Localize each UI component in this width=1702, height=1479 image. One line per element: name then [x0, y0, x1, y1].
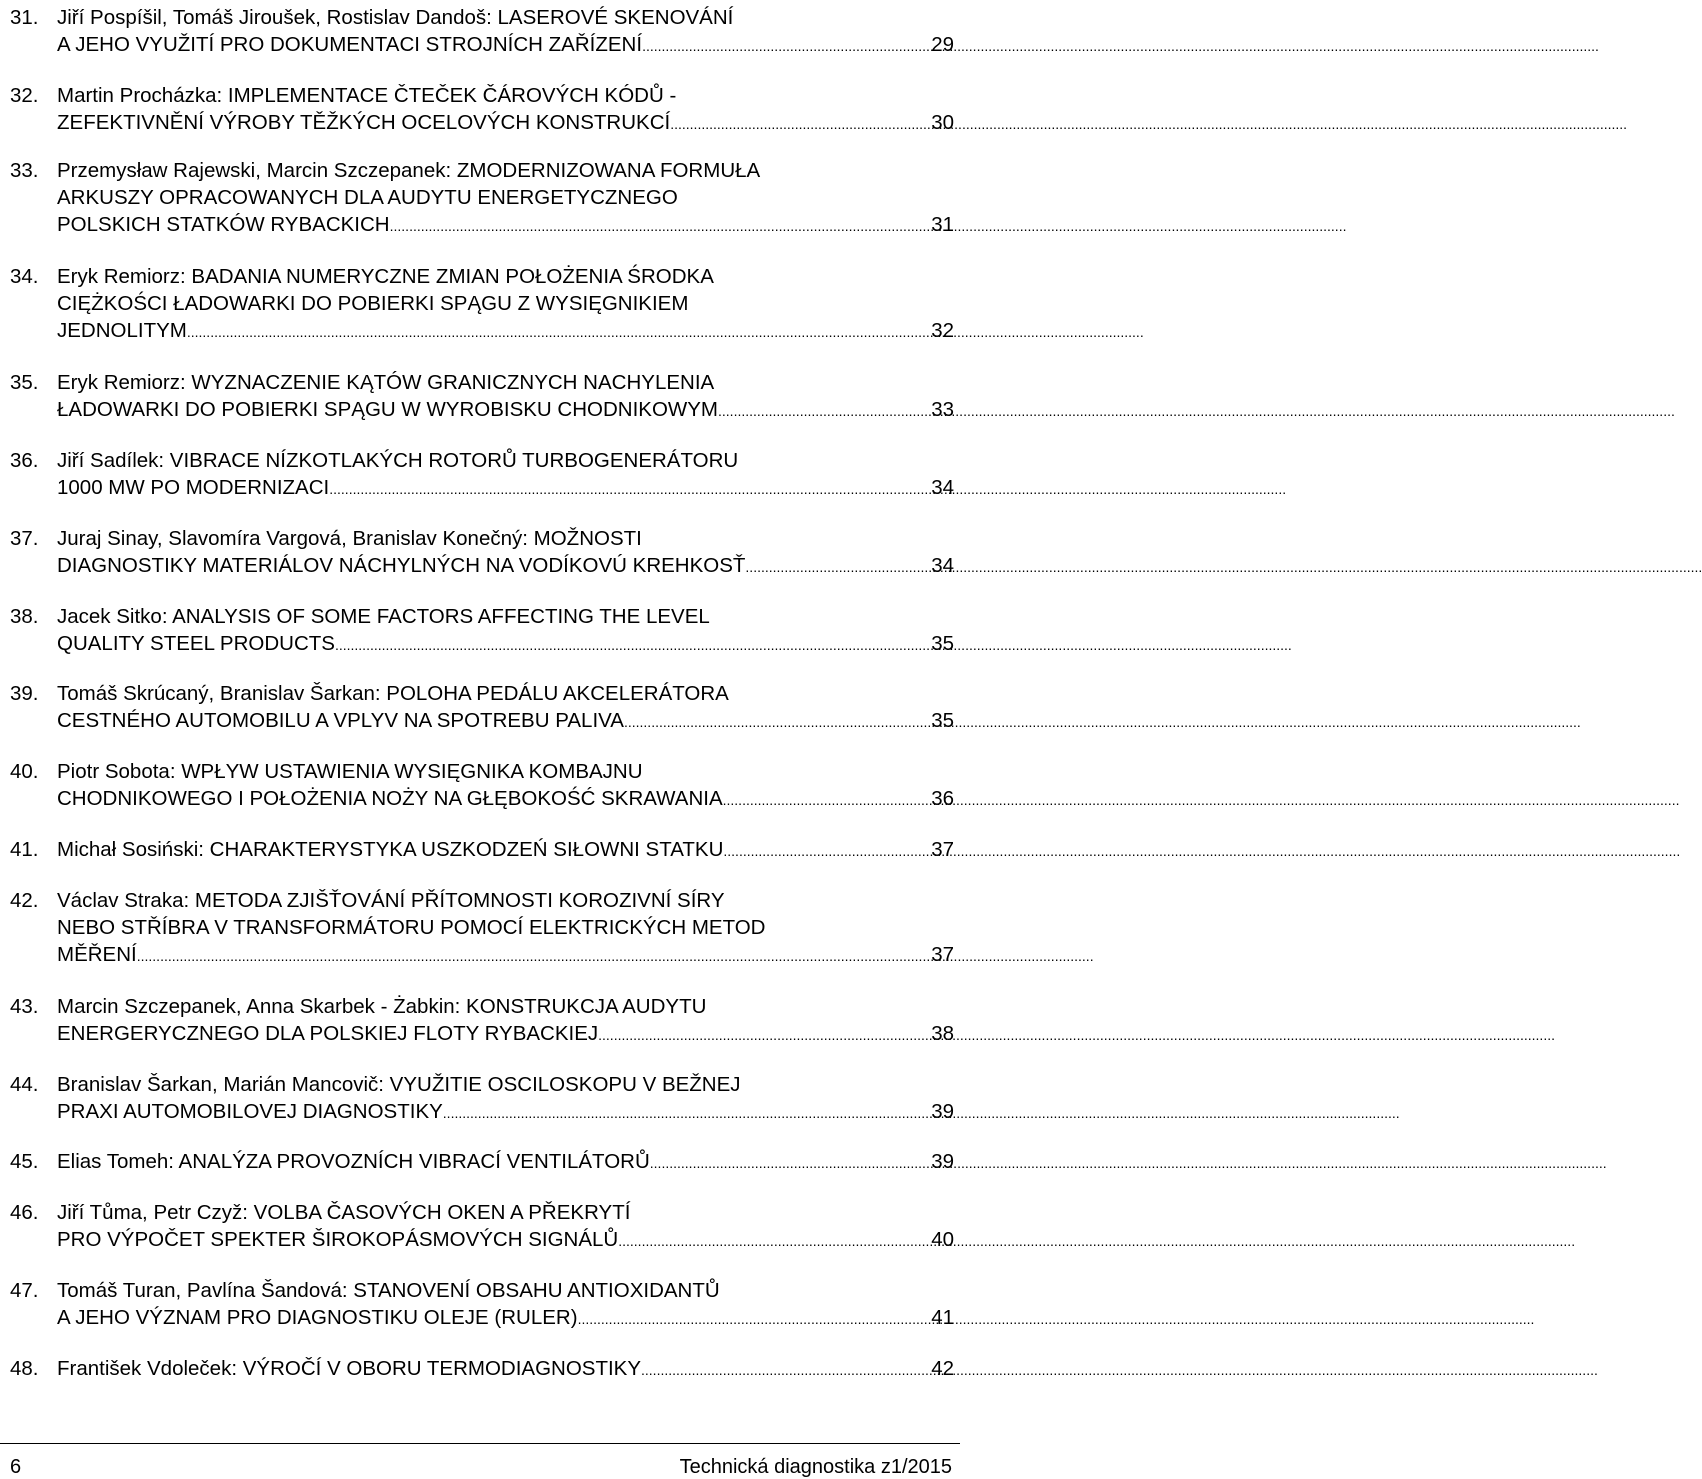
entry-page-number: 38 [931, 1022, 954, 1045]
entry-title-line: Branislav Šarkan, Marián Mancovič: VYUŽITIE OSCILOSKOPU V BEŽNEJ [57, 1073, 741, 1096]
entry-number: 44. [10, 1073, 39, 1096]
entry-number: 34. [10, 265, 39, 288]
entry-title-line: Václav Straka: METODA ZJIŠŤOVÁNÍ PŘÍTOMNOSTI KOROZIVNÍ SÍRY [57, 889, 725, 912]
entry-title-line: ENERGERYCZNEGO DLA POLSKIEJ FLOTY RYBACKIEJ [57, 1022, 599, 1045]
entry-number: 36. [10, 449, 39, 472]
entry-page-number: 30 [931, 111, 954, 134]
entry-title-line: ZEFEKTIVNĚNÍ VÝROBY TĚŽKÝCH OCELOVÝCH KONSTRUKCÍ [57, 111, 671, 134]
entry-last-line [57, 396, 954, 423]
dot-leader [329, 474, 929, 503]
entry-title-line: Juraj Sinay, Slavomíra Vargová, Branislav Konečný: MOŽNOSTI [57, 527, 642, 550]
entry-title-line: Jacek Sitko: ANALYSIS OF SOME FACTORS AFFECTING THE LEVEL [57, 605, 710, 628]
entry-last-line [57, 941, 954, 968]
entry-title-line: ARKUSZY OPRACOWANYCH DLA AUDYTU ENERGETYCZNEGO [57, 186, 678, 209]
entry-text [57, 603, 954, 657]
entry-page-number: 39 [931, 1100, 954, 1123]
entry-last-line [57, 1226, 954, 1253]
entry-title-line: Piotr Sobota: WPŁYW USTAWIENIA WYSIĘGNIKA KOMBAJNU [57, 760, 643, 783]
dot-leader [670, 109, 929, 138]
entry-last-line [57, 707, 954, 734]
entry-title-line: Eryk Remiorz: WYZNACZENIE KĄTÓW GRANICZNYCH NACHYLENIA [57, 371, 715, 394]
entry-number: 47. [10, 1279, 39, 1302]
entry-last-line [57, 552, 954, 579]
dot-leader [390, 211, 930, 240]
entry-number: 43. [10, 995, 39, 1018]
entry-text [57, 263, 954, 344]
entry-title-line: Tomáš Skrúcaný, Branislav Šarkan: POLOHA PEDÁLU AKCELERÁTORA [57, 682, 729, 705]
entry-page-number: 34 [931, 554, 954, 577]
entry-title-line: PRAXI AUTOMOBILOVEJ DIAGNOSTIKY [57, 1100, 443, 1123]
entry-last-line [57, 1355, 954, 1382]
entry-title-line: ŁADOWARKI DO POBIERKI SPĄGU W WYROBISKU CHODNIKOWYM [57, 398, 719, 421]
entry-text [57, 4, 954, 58]
entry-title-line: CHODNIKOWEGO I POŁOŻENIA NOŻY NA GŁĘBOKOŚĆ SKRAWANIA [57, 787, 723, 810]
entry-title-line: Martin Procházka: IMPLEMENTACE ČTEČEK ČÁROVÝCH KÓDŮ - [57, 84, 677, 107]
dot-leader [624, 707, 929, 736]
entry-page-number: 42 [931, 1357, 954, 1380]
entry-number: 48. [10, 1357, 39, 1380]
dot-leader [641, 1355, 929, 1384]
dot-leader [598, 1020, 929, 1049]
entry-page-number: 35 [931, 632, 954, 655]
entry-text [57, 1199, 954, 1253]
entry-number: 31. [10, 6, 39, 29]
dot-leader [578, 1304, 930, 1333]
entry-number: 46. [10, 1201, 39, 1224]
entry-text [57, 758, 954, 812]
entry-last-line [57, 109, 954, 136]
entry-text [57, 369, 954, 423]
entry-page-number: 40 [931, 1228, 954, 1251]
entry-title-line: Przemysław Rajewski, Marcin Szczepanek: ZMODERNIZOWANA FORMUŁA [57, 159, 761, 182]
entry-last-line [57, 474, 954, 501]
entry-last-line [57, 836, 954, 863]
entry-text [57, 993, 954, 1047]
entry-title-line: Jiří Tůma, Petr Czyž: VOLBA ČASOVÝCH OKEN A PŘEKRYTÍ [57, 1201, 631, 1224]
entry-number: 40. [10, 760, 39, 783]
entry-title-line: Eryk Remiorz: BADANIA NUMERYCZNE ZMIAN POŁOŻENIA ŚRODKA [57, 265, 714, 288]
entry-text [57, 447, 954, 501]
entry-title-line: JEDNOLITYM [57, 319, 187, 342]
entry-number: 32. [10, 84, 39, 107]
entry-text [57, 1355, 954, 1382]
entry-number: 45. [10, 1150, 39, 1173]
entry-page-number: 41 [931, 1306, 954, 1329]
entry-title-line: PRO VÝPOČET SPEKTER ŠIROKOPÁSMOVÝCH SIGNÁLŮ [57, 1228, 619, 1251]
dot-leader [723, 785, 930, 814]
footer-divider [0, 1443, 960, 1444]
entry-number: 33. [10, 159, 39, 182]
dot-leader [335, 630, 929, 659]
entry-text [57, 1071, 954, 1125]
entry-page-number: 37 [931, 943, 954, 966]
entry-text [57, 887, 954, 968]
entry-page-number: 29 [931, 33, 954, 56]
entry-page-number: 39 [931, 1150, 954, 1173]
entry-page-number: 37 [931, 838, 954, 861]
dot-leader [650, 1148, 929, 1177]
entry-text [57, 82, 954, 136]
entry-number: 38. [10, 605, 39, 628]
dot-leader [443, 1098, 929, 1127]
entry-last-line [57, 1098, 954, 1125]
entry-title-line: MĚŘENÍ [57, 943, 137, 966]
dot-leader [723, 836, 929, 865]
entry-title-line: POLSKICH STATKÓW RYBACKICH [57, 213, 390, 236]
entry-text [57, 1277, 954, 1331]
entry-title-line: Michał Sosiński: CHARAKTERYSTYKA USZKODZEŃ SIŁOWNI STATKU [57, 838, 724, 861]
dot-leader [187, 317, 929, 346]
entry-last-line [57, 1148, 954, 1175]
entry-last-line [57, 785, 954, 812]
entry-page-number: 35 [931, 709, 954, 732]
entry-last-line [57, 1020, 954, 1047]
footer-page-number: 6 [10, 1456, 22, 1478]
dot-leader [137, 941, 929, 970]
entry-text [57, 1148, 954, 1175]
entry-title-line: CIĘŻKOŚCI ŁADOWARKI DO POBIERKI SPĄGU Z WYSIĘGNIKIEM [57, 292, 689, 315]
entry-number: 42. [10, 889, 39, 912]
entry-page-number: 31 [931, 213, 954, 236]
entry-page-number: 32 [931, 319, 954, 342]
footer-journal-title: Technická diagnostika z1/2015 [679, 1456, 952, 1478]
entry-text [57, 157, 954, 238]
entry-number: 37. [10, 527, 39, 550]
entry-number: 41. [10, 838, 39, 861]
entry-number: 35. [10, 371, 39, 394]
entry-last-line [57, 211, 954, 238]
entry-text [57, 525, 954, 579]
entry-page-number: 36 [931, 787, 954, 810]
entry-title-line: A JEHO VYUŽITÍ PRO DOKUMENTACI STROJNÍCH ZAŘÍZENÍ [57, 33, 643, 56]
entry-last-line [57, 630, 954, 657]
entry-page-number: 34 [931, 476, 954, 499]
entry-title-line: Marcin Szczepanek, Anna Skarbek - Żabkin: KONSTRUKCJA AUDYTU [57, 995, 707, 1018]
entry-title-line: Jiří Sadílek: VIBRACE NÍZKOTLAKÝCH ROTORŮ TURBOGENERÁTORU [57, 449, 739, 472]
entry-last-line [57, 31, 954, 58]
entry-last-line [57, 317, 954, 344]
entry-title-line: A JEHO VÝZNAM PRO DIAGNOSTIKU OLEJE (RULER) [57, 1306, 578, 1329]
entry-title-line: CESTNÉHO AUTOMOBILU A VPLYV NA SPOTREBU PALIVA [57, 709, 624, 732]
entry-text [57, 680, 954, 734]
entry-title-line: Jiří Pospíšil, Tomáš Jiroušek, Rostislav Dandoš: LASEROVÉ SKENOVÁNÍ [57, 6, 734, 29]
entry-title-line: 1000 MW PO MODERNIZACI [57, 476, 330, 499]
entry-text [57, 836, 954, 863]
entry-title-line: Tomáš Turan, Pavlína Šandová: STANOVENÍ OBSAHU ANTIOXIDANTŮ [57, 1279, 720, 1302]
entry-title-line: Elias Tomeh: ANALÝZA PROVOZNÍCH VIBRACÍ VENTILÁTORŮ [57, 1150, 650, 1173]
entry-title-line: QUALITY STEEL PRODUCTS [57, 632, 335, 655]
entry-title-line: František Vdoleček: VÝROČÍ V OBORU TERMODIAGNOSTIKY [57, 1357, 642, 1380]
dot-leader [718, 396, 929, 425]
dot-leader [745, 552, 929, 581]
entry-title-line: DIAGNOSTIKY MATERIÁLOV NÁCHYLNÝCH NA VODÍKOVÚ KREHKOSŤ [57, 554, 746, 577]
dot-leader [618, 1226, 929, 1255]
entry-title-line: NEBO STŘÍBRA V TRANSFORMÁTORU POMOCÍ ELEKTRICKÝCH METOD [57, 916, 766, 939]
entry-last-line [57, 1304, 954, 1331]
dot-leader [642, 31, 929, 60]
entry-number: 39. [10, 682, 39, 705]
entry-page-number: 33 [931, 398, 954, 421]
